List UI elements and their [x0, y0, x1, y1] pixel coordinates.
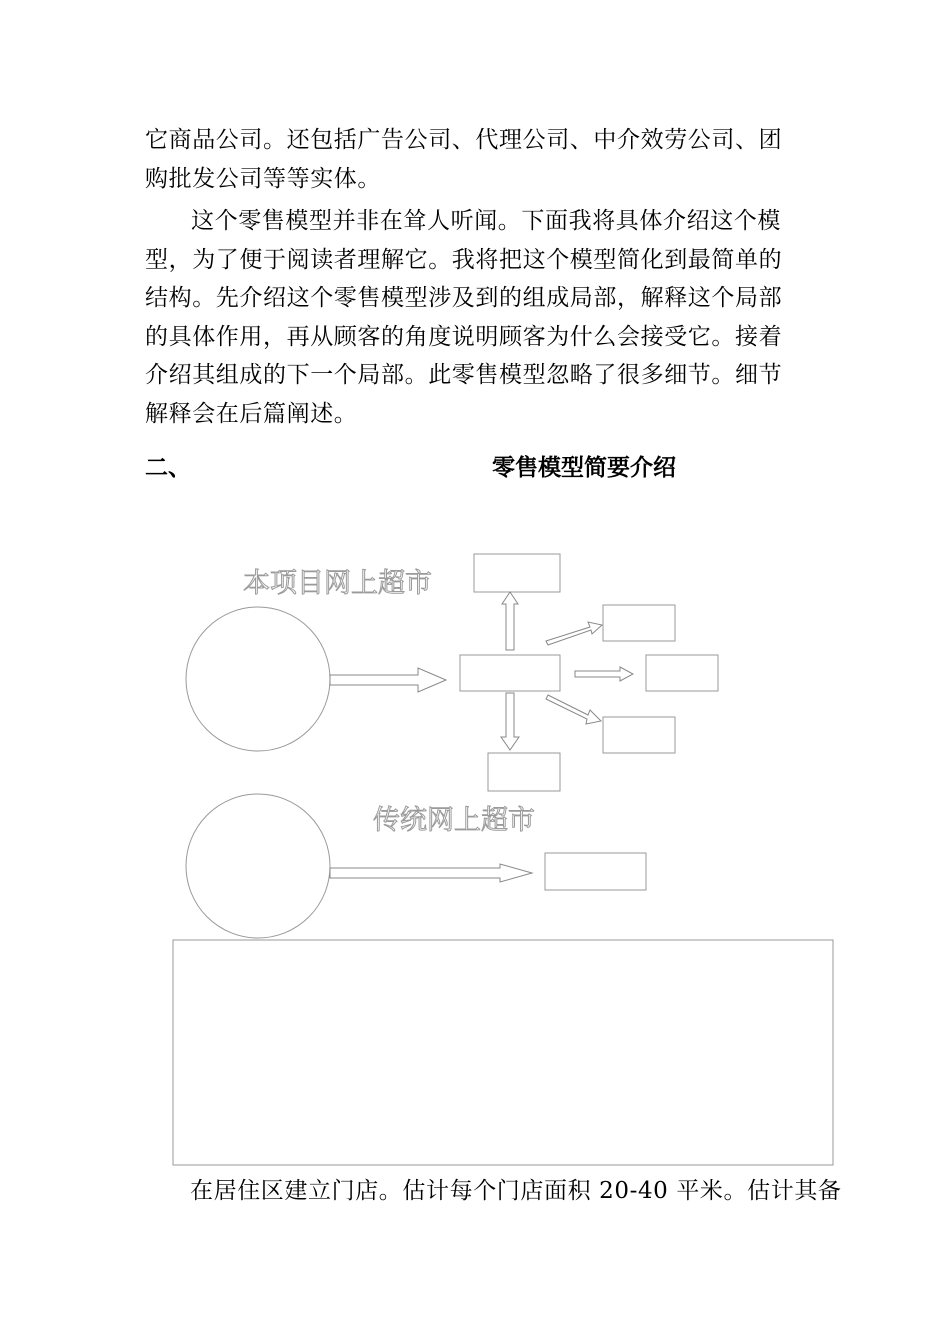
large-empty-box	[173, 940, 833, 1165]
paragraph-continuation: 它商品公司。还包括广告公司、代理公司、中介效劳公司、团购批发公司等等实体。	[145, 127, 783, 192]
label-traditional-supermarket: 传统网上超市	[373, 805, 535, 836]
box-center	[460, 655, 560, 691]
arrow-upper-right	[546, 622, 602, 645]
paragraph-model-intro: 这个零售模型并非在耸人听闻。下面我将具体介绍这个模型，为了便于阅读者理解它。我将把这个模型简化到最简单的结构。先介绍这个零售模型涉及到的组成局部，解释这个局部的具体作用，再从顾客的角度说明顾客为什么会接受它。接着介绍其组成的下一个局部。此零售模型忽略了很多细节。细节解释会在后篇阐述。	[145, 208, 783, 427]
arrow-main-top	[330, 668, 446, 692]
paragraph-store-setup: 在居住区建立门店。估计每个门店面积 20-40 平米。估计其备	[190, 1178, 842, 1204]
section-number: 二、	[145, 454, 191, 481]
box-right-lower	[603, 717, 675, 753]
customer-circle-bottom	[186, 794, 330, 938]
section-title: 零售模型简要介绍	[492, 454, 676, 481]
box-right-middle	[646, 655, 718, 691]
arrow-down	[501, 693, 519, 750]
arrow-up	[502, 592, 518, 650]
box-right-upper	[603, 605, 675, 641]
box-traditional	[545, 853, 646, 890]
box-bottom	[488, 753, 560, 791]
arrow-lower-right	[546, 695, 601, 724]
arrow-right	[575, 667, 633, 681]
arrow-main-bottom	[330, 864, 532, 882]
box-top	[474, 554, 560, 592]
label-project-supermarket: 本项目网上超市	[243, 568, 432, 599]
customer-circle-top	[186, 607, 330, 751]
